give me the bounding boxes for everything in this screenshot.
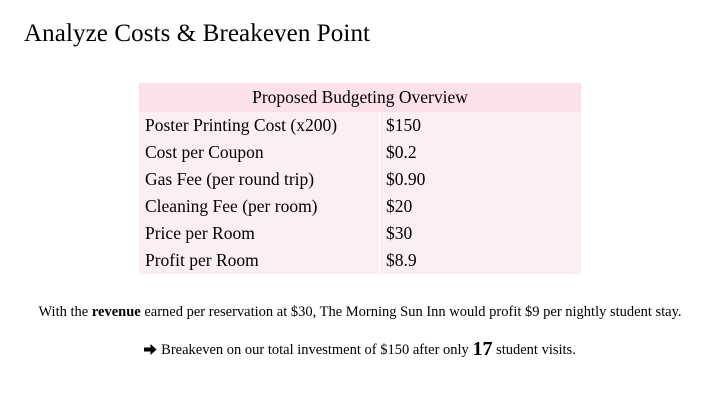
- budget-table: [139, 83, 581, 274]
- table-header: Proposed Budgeting Overview: [139, 83, 581, 112]
- table-row: [139, 247, 581, 274]
- summary-suffix: earned per reservation at $30, The Morning Sun Inn would profit $9 per nightly student stay.: [140, 304, 682, 320]
- row-label: Profit per Room: [139, 247, 380, 274]
- breakeven-prefix: Breakeven on our total investment of $150 after only: [161, 342, 473, 358]
- breakeven-visits-number: 17: [472, 338, 493, 360]
- row-label: Cleaning Fee (per room): [139, 193, 380, 220]
- row-label: Cost per Coupon: [139, 139, 380, 166]
- row-value: $0.90: [380, 166, 582, 193]
- table-row: [139, 193, 581, 220]
- summary-text: [0, 304, 720, 321]
- row-value: $150: [380, 112, 582, 139]
- summary-bold-term: revenue: [91, 304, 141, 320]
- row-value: $30: [380, 220, 582, 247]
- table-row: [139, 166, 581, 193]
- breakeven-suffix: student visits.: [492, 342, 576, 358]
- row-value: $20: [380, 193, 582, 220]
- summary-prefix: With the: [38, 304, 92, 320]
- table-row: [139, 220, 581, 247]
- table-row: [139, 139, 581, 166]
- breakeven-text: [0, 338, 720, 361]
- row-label: Gas Fee (per round trip): [139, 166, 380, 193]
- row-label: Price per Room: [139, 220, 380, 247]
- row-value: $0.2: [380, 139, 582, 166]
- slide-title: Analyze Costs & Breakeven Point: [24, 20, 371, 47]
- table-header-row: [139, 83, 581, 112]
- row-label: Poster Printing Cost (x200): [139, 112, 380, 139]
- row-value: $8.9: [380, 247, 582, 274]
- table-row: [139, 112, 581, 139]
- right-arrow-icon: [144, 343, 157, 361]
